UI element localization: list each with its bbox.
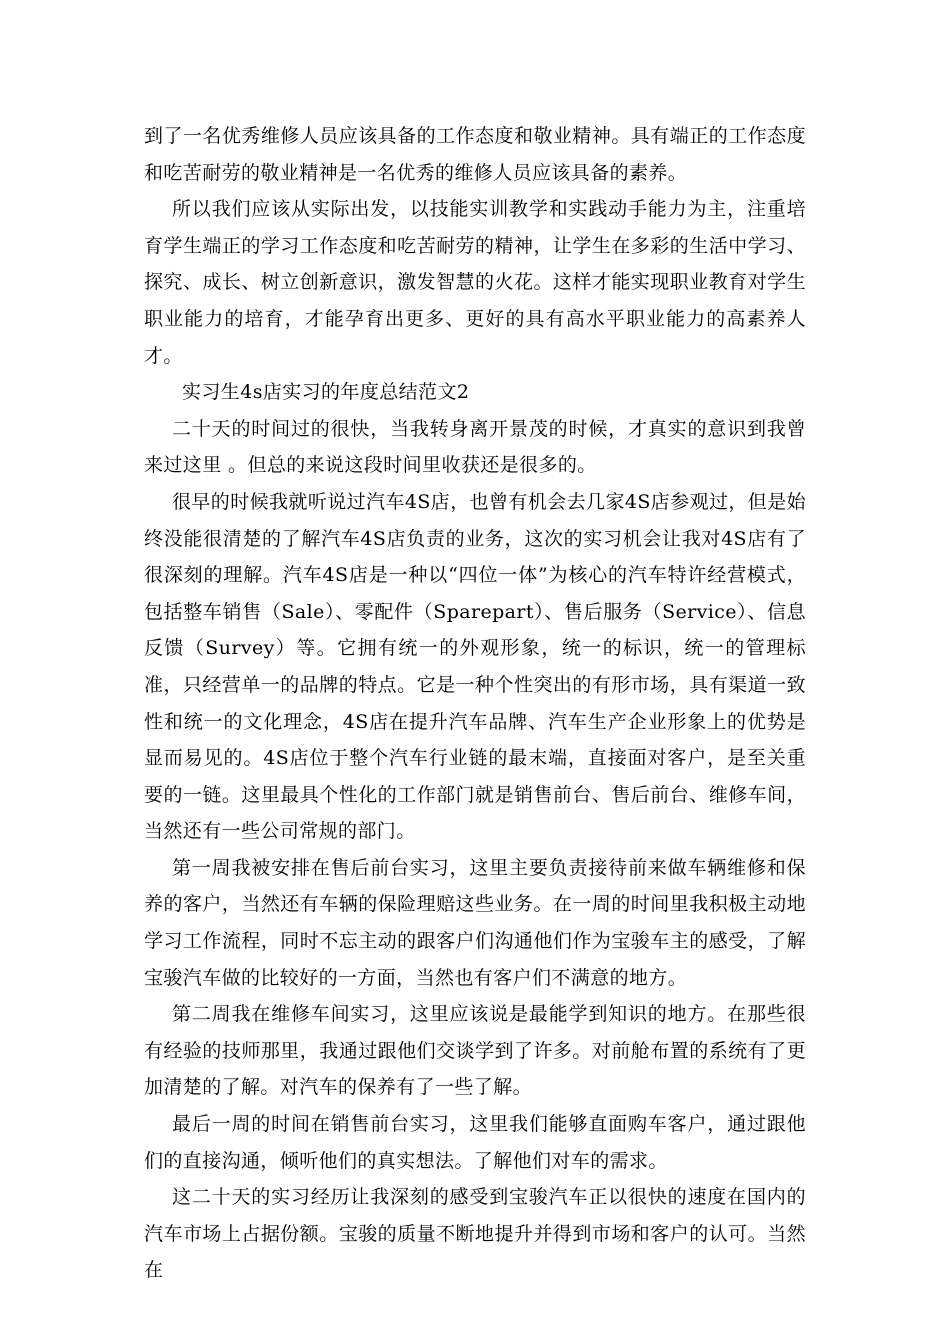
paragraph-summary: 这二十天的实习经历让我深刻的感受到宝骏汽车正以很快的速度在国内的汽车市场上占据份额。宝骏的质量不断地提升并得到市场和客户的认可。当然在 xyxy=(144,1186,806,1282)
paragraph-week-three: 最后一周的时间在销售前台实习，这里我们能够直面购车客户，通过跟他们的直接沟通，倾听他们的真实想法。了解他们对车的需求。 xyxy=(144,1113,806,1172)
document-page xyxy=(144,118,806,1289)
paragraph-intro: 二十天的时间过的很快，当我转身离开景茂的时候，才真实的意识到我曾来过这里 。但总的来说这段时间里收获还是很多的。 xyxy=(144,417,806,477)
paragraph-4s-description: 很早的时候我就听说过汽车4S店，也曾有机会去几家4S店参观过，但是始终没能很清楚的了解汽车4S店负责的业务，这次的实习机会让我对4S店有了很深刻的理解。汽车4S店是一种以“四位一体”为核心的汽车特许经营模式，包括整车销售（Sale）、零配件（Sparepart）、售后服务（Service）、信息反馈（Survey）等。它拥有统一的外观形象，统一的标识，统一的管理标准，只经营单一的品牌的特点。它是一种个性突出的有形市场，具有渠道一致性和统一的文化理念，4S店在提升汽车品牌、汽车生产企业形象上的优势是显而易见的。4S店位于整个汽车行业链的最末端，直接面对客户，是至关重要的一链。这里最具个性化的工作部门就是销售前台、售后前台、维修车间，当然还有一些公司常规的部门。 xyxy=(144,490,806,843)
paragraph-continuation: 到了一名优秀维修人员应该具备的工作态度和敬业精神。具有端正的工作态度和吃苦耐劳的敬业精神是一名优秀的维修人员应该具备的素养。 xyxy=(144,125,806,184)
paragraph-week-one: 第一周我被安排在售后前台实习，这里主要负责接待前来做车辆维修和保养的客户，当然还有车辆的保险理赔这些业务。在一周的时间里我积极主动地学习工作流程，同时不忘主动的跟客户们沟通他们作为宝骏车主的感受，了解宝骏汽车做的比较好的一方面，当然也有客户们不满意的地方。 xyxy=(144,856,806,989)
section-heading: 实习生4s店实习的年度总结范文2 xyxy=(182,381,470,404)
paragraph-conclusion: 所以我们应该从实际出发，以技能实训教学和实践动手能力为主，注重培育学生端正的学习工作态度和吃苦耐劳的精神，让学生在多彩的生活中学习、探究、成长、树立创新意识，激发智慧的火花。这样才能实现职业教育对学生职业能力的培育，才能孕育出更多、更好的具有高水平职业能力的高素养人才。 xyxy=(144,198,806,367)
paragraph-week-two: 第二周我在维修车间实习，这里应该说是最能学到知识的地方。在那些很有经验的技师那里，我通过跟他们交谈学到了许多。对前舱布置的系统有了更加清楚的了解。对汽车的保养有了一些了解。 xyxy=(144,1003,806,1099)
